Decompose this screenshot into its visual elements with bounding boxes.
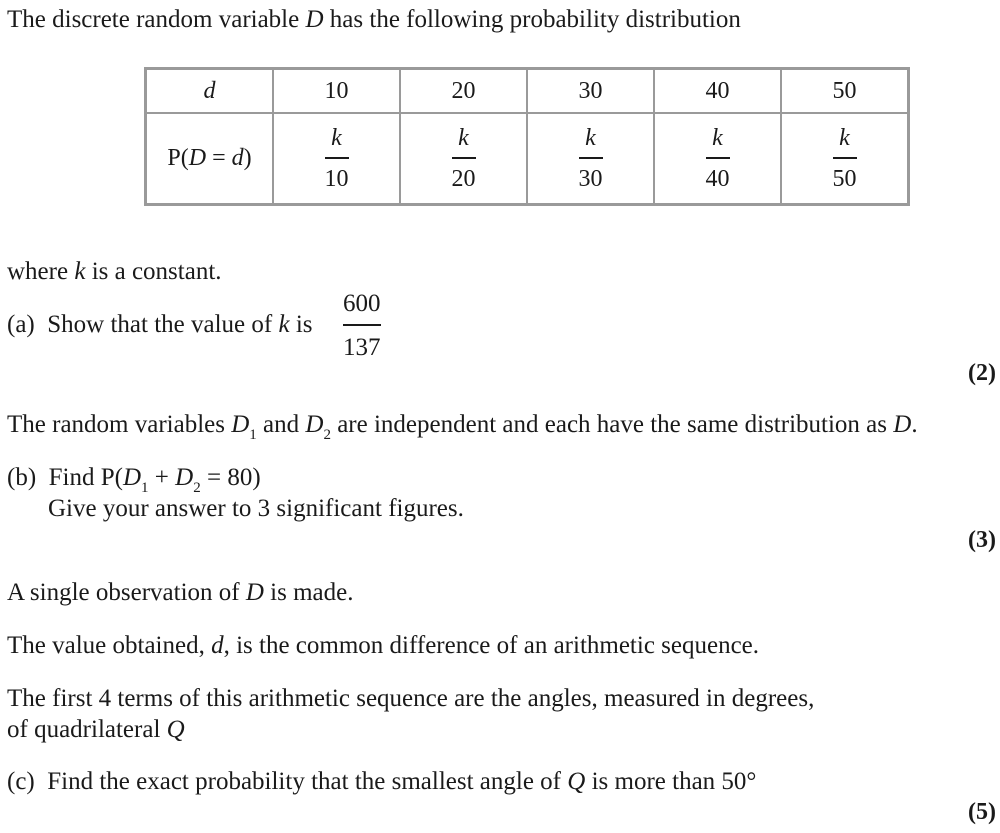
probability-cell: $\frac{k}{20}$ <box>400 113 527 205</box>
independent-text: The random variables $D_1$ and $D_2$ are independent and each have the same distribution as D. <box>7 411 918 443</box>
probability-cell: $\frac{k}{10}$ <box>273 113 400 205</box>
probability-cell: $\frac{k}{40}$ <box>654 113 781 205</box>
part-c-question: (c) Find the exact probability that the smallest angle of Q is more than 50° <box>7 768 757 795</box>
first-terms-line1: The first 4 terms of this arithmetic sequence are the angles, measured in degrees, <box>7 685 815 712</box>
probability-cell: $\frac{k}{50}$ <box>781 113 909 205</box>
part-a-question: (a) Show that the value of k is <box>7 311 313 338</box>
distribution-table <box>144 67 910 206</box>
value-text: The value obtained, d, is the common difference of an arithmetic sequence. <box>7 632 760 659</box>
part-b-question: (b) Find $P(D_1 + D_2 = 80)$ <box>7 464 261 496</box>
observation-text: A single observation of D is made. <box>7 579 354 606</box>
table-row-probabilities <box>146 113 909 205</box>
k-value-fraction: $\frac{600}{137}$ <box>343 290 381 361</box>
part-c-marks: (5) <box>968 799 996 825</box>
row-header-d: d <box>146 69 274 114</box>
value-cell: 30 <box>527 69 654 114</box>
value-cell: 20 <box>400 69 527 114</box>
part-b-instruction: Give your answer to 3 significant figures. <box>48 495 464 522</box>
value-cell: 10 <box>273 69 400 114</box>
value-cell: 50 <box>781 69 909 114</box>
first-terms-line2: of quadrilateral Q <box>7 716 185 743</box>
row-header-probability: P(D = d) <box>146 113 274 205</box>
where-text: where k is a constant. <box>7 258 222 285</box>
part-a-marks: (2) <box>968 360 996 386</box>
value-cell: 40 <box>654 69 781 114</box>
table-row-values <box>146 69 909 114</box>
probability-cell: $\frac{k}{30}$ <box>527 113 654 205</box>
part-b-marks: (3) <box>968 527 996 553</box>
intro-text: The discrete random variable D has the following probability distribution <box>7 6 741 33</box>
